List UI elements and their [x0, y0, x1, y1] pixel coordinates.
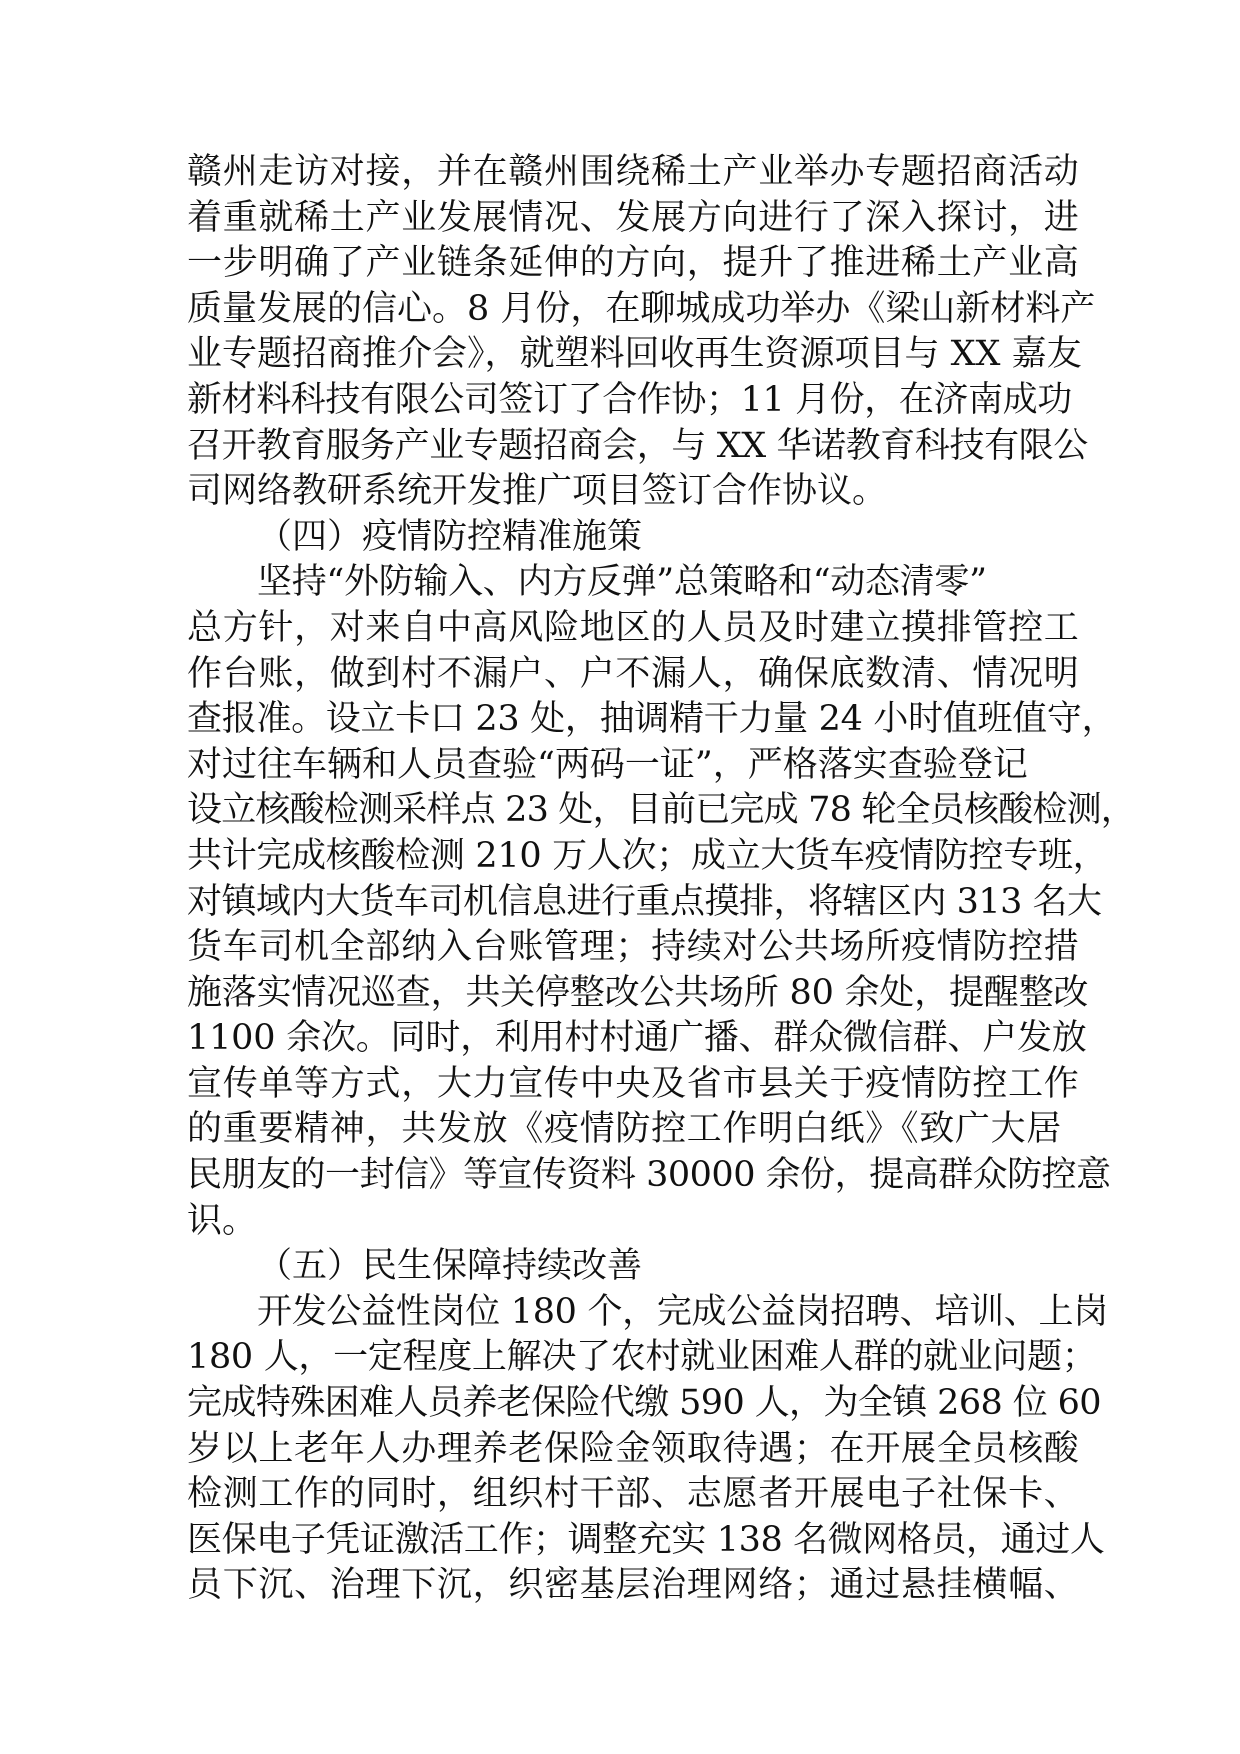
text-line: 完成特殊困难人员养老保险代缴 590 人，为全镇 268 位 60: [187, 1383, 1101, 1424]
text-line: 召开教育服务产业专题招商会，与 XX 华诺教育科技有限公: [187, 425, 1088, 466]
text-line: 对镇域内大货车司机信息进行重点摸排，将辖区内 313 名大: [187, 881, 1102, 922]
section-heading: （五）民生保障持续改善: [257, 1246, 643, 1287]
text-line: 识。: [187, 1200, 258, 1241]
text-line: 的重要精神，共发放《疫情防控工作明白纸》《致广大居: [187, 1109, 1063, 1150]
text-line: 180 人，一定程度上解决了农村就业困难人群的就业问题；: [187, 1337, 1097, 1378]
text-line: 一步明确了产业链条延伸的方向，提升了推进稀土产业高: [187, 243, 1080, 284]
text-line: 医保电子凭证激活工作；调整充实 138 名微网格员，通过人: [187, 1519, 1105, 1560]
text-line: 员下沉、治理下沉，织密基层治理网络；通过悬挂横幅、: [187, 1565, 1080, 1606]
section-heading: （四）疫情防控精准施策: [257, 516, 643, 557]
text-line: 共计完成核酸检测 210 万人次；成立大货车疫情防控专班，: [187, 835, 1108, 876]
text-line: 业专题招商推介会》，就塑料回收再生资源项目与 XX 嘉友: [187, 334, 1082, 375]
text-line: 施落实情况巡查，共关停整改公共场所 80 余处，提醒整改: [187, 972, 1089, 1013]
text-line: 1100 余次。同时，利用村村通广播、群众微信群、户发放: [187, 1018, 1087, 1059]
text-line: 赣州走访对接，并在赣州围绕稀土产业举办专题招商活动: [187, 152, 1080, 192]
text-line: 司网络教研系统开发推广项目签订合作协议。: [187, 471, 888, 512]
text-line: 货车司机全部纳入台账管理；持续对公共场所疫情防控措: [187, 927, 1080, 968]
paragraph-first-line: 坚持“外防输入、内方反弹”总策略和“动态清零”: [257, 562, 987, 603]
text-line: 宣传单等方式，大力宣传中央及省市县关于疫情防控工作: [187, 1063, 1080, 1104]
text-line: 对过往车辆和人员查验“两码一证”，严格落实查验登记: [187, 744, 1028, 785]
text-line: 新材料科技有限公司签订了合作协；11 月份，在济南成功: [187, 379, 1072, 420]
text-line: 质量发展的信心。8 月份，在聊城成功举办《梁山新材料产: [187, 288, 1096, 329]
text-line: 查报准。设立卡口 23 处，抽调精干力量 24 小时值班值守，: [187, 699, 1117, 740]
text-line: 总方针，对来自中高风险地区的人员及时建立摸排管控工: [187, 607, 1080, 648]
text-line: 检测工作的同时，组织村干部、志愿者开展电子社保卡、: [187, 1474, 1080, 1515]
text-line: 作台账，做到村不漏户、户不漏人，确保底数清、情况明: [187, 653, 1080, 694]
paragraph-first-line: 开发公益性岗位 180 个，完成公益岗招聘、培训、上岗: [257, 1291, 1108, 1332]
text-line: 岁以上老年人办理养老保险金领取待遇；在开展全员核酸: [187, 1428, 1080, 1469]
document-body: [187, 150, 1135, 1609]
text-line: 着重就稀土产业发展情况、发展方向进行了深入探讨，进: [187, 197, 1080, 238]
text-line: 设立核酸检测采样点 23 处，目前已完成 78 轮全员核酸检测，: [187, 790, 1135, 831]
text-line: 民朋友的一封信》等宣传资料 30000 余份，提高群众防控意: [187, 1155, 1111, 1196]
